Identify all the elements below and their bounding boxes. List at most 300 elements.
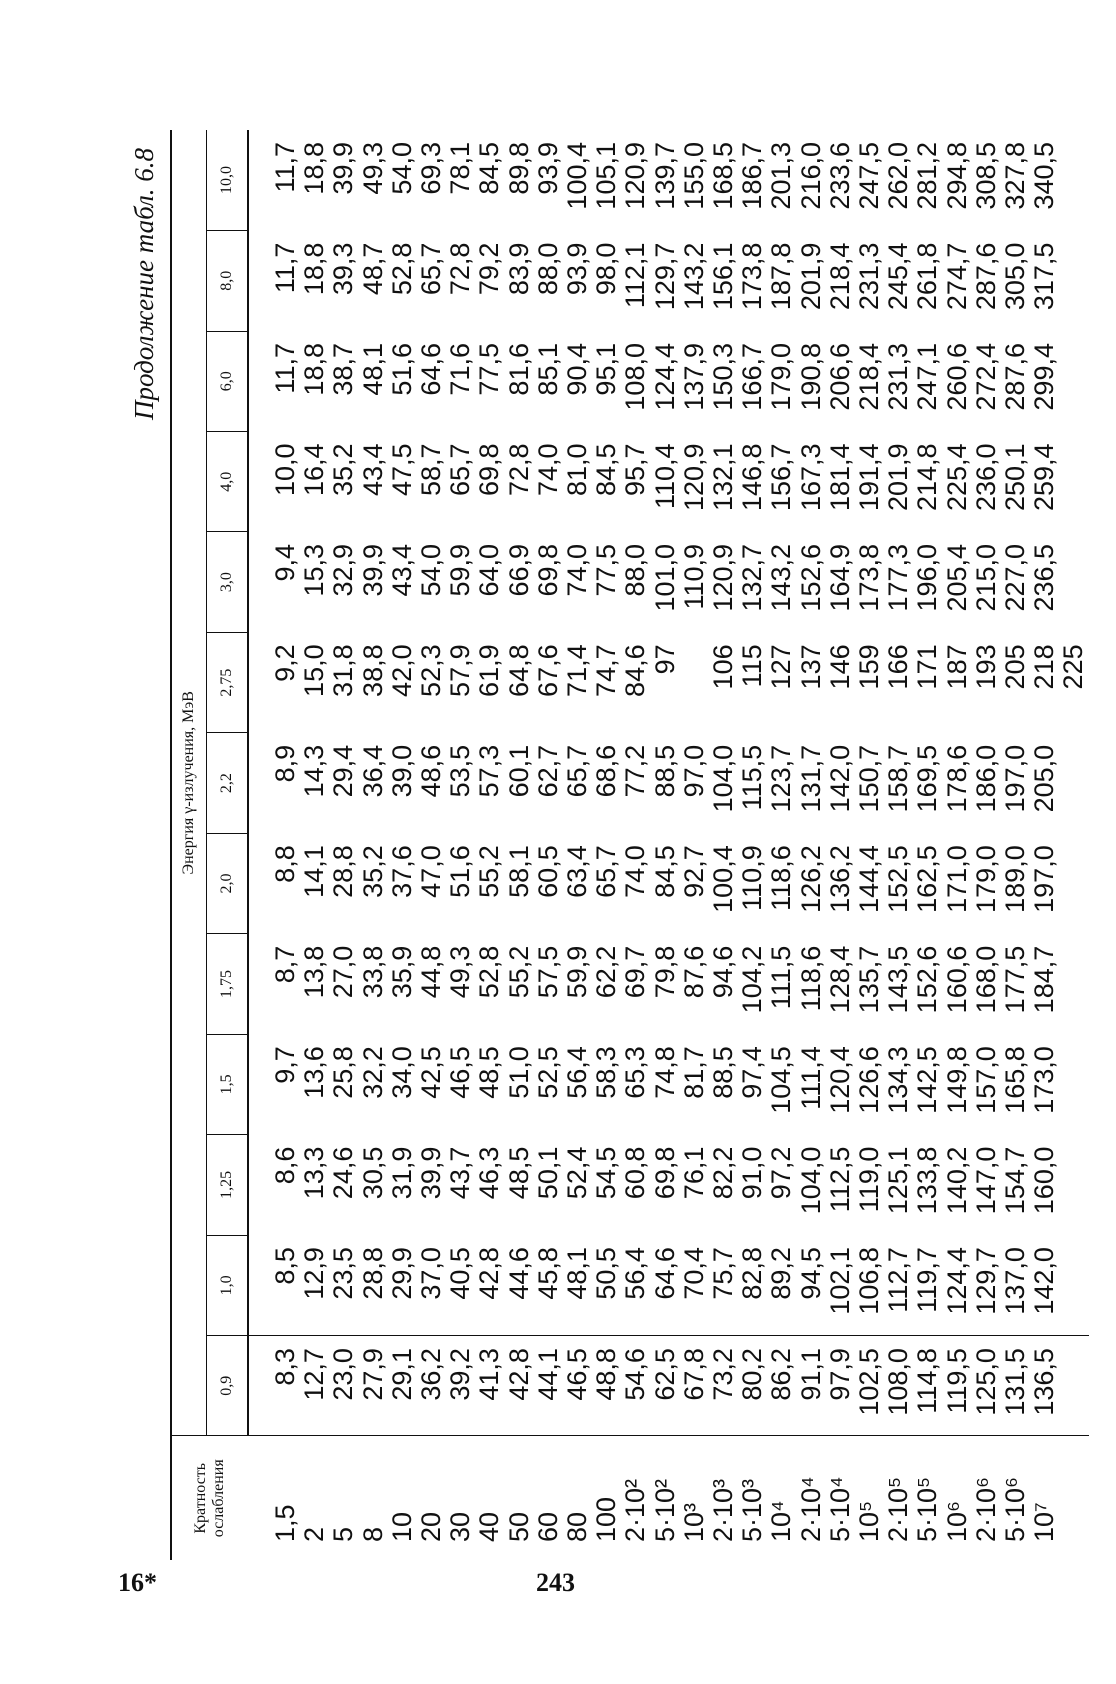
value-cell: 136,5 xyxy=(1030,1336,1059,1436)
value-cell: 8,5 xyxy=(270,1247,300,1285)
value-cell: 184,7 xyxy=(1029,945,1060,1014)
value-cell: 127 xyxy=(766,644,797,690)
value-cell: 171,0 xyxy=(941,845,972,913)
value-cell xyxy=(1059,532,1088,632)
value-cell: 164,9 xyxy=(824,543,855,612)
value-cell: 247,1 xyxy=(912,343,943,411)
value-cell: 187 xyxy=(941,644,972,690)
value-cell xyxy=(1059,1034,1088,1134)
value-cell: 48,5 xyxy=(474,1046,505,1099)
value-cell: 92,7 xyxy=(678,845,709,898)
value-cell: 227,0 xyxy=(1000,543,1031,612)
value-cell: 97,2 xyxy=(766,1146,797,1200)
value-cell: 77,5 xyxy=(591,543,622,597)
energy-group-header: Энергия γ-излучения, МэВ xyxy=(171,130,207,1436)
value-cell: 287,6 xyxy=(1000,343,1031,411)
value-cell: 24,6 xyxy=(328,1146,359,1200)
ratio-column-header: Кратность ослабления xyxy=(171,1436,248,1560)
value-cell: 72,8 xyxy=(445,242,476,296)
value-cell: 123,7 xyxy=(766,744,797,813)
value-cell: 15,3 xyxy=(299,543,330,597)
value-cell: 191,4 xyxy=(854,443,885,512)
value-cell: 45,8 xyxy=(532,1247,563,1300)
value-cell: 262,0 xyxy=(883,142,914,210)
value-cell: 89,2 xyxy=(766,1247,797,1300)
value-cell xyxy=(1059,934,1088,1034)
value-cell: 143,2 xyxy=(766,543,797,612)
value-cell: 8,7 xyxy=(270,945,300,984)
value-cell: 197,0 xyxy=(1029,845,1060,913)
value-cell: 154,7 xyxy=(1000,1146,1031,1215)
value-cell: 247,5 xyxy=(854,142,885,210)
value-cell: 39,9 xyxy=(328,142,359,195)
value-cell: 84,5 xyxy=(591,443,622,497)
table-row xyxy=(1059,130,1088,1560)
table-row xyxy=(446,130,475,1560)
ratio-cell: 8 xyxy=(359,1436,388,1560)
value-cell: 177,3 xyxy=(883,543,914,612)
value-cell xyxy=(680,632,709,732)
value-cell: 48,5 xyxy=(503,1146,534,1200)
value-cell: 55,2 xyxy=(474,845,505,898)
value-cell xyxy=(1059,331,1088,431)
table-row xyxy=(329,130,358,1560)
value-cell: 51,6 xyxy=(386,343,417,396)
value-cell: 274,7 xyxy=(941,242,972,311)
value-cell: 84,5 xyxy=(474,142,505,195)
ratio-cell: 10⁷ xyxy=(1030,1436,1059,1560)
value-cell: 9,4 xyxy=(270,543,300,582)
value-cell: 65,7 xyxy=(591,845,622,898)
value-cell: 97,4 xyxy=(737,1046,768,1099)
table-row xyxy=(913,130,942,1560)
value-cell: 48,1 xyxy=(357,343,388,396)
value-cell: 173,8 xyxy=(854,543,885,612)
value-cell: 98,0 xyxy=(591,242,622,296)
energy-column-header: 1,5 xyxy=(207,1034,249,1134)
energy-column-header: 4,0 xyxy=(207,431,249,531)
value-cell: 69,7 xyxy=(620,945,651,999)
value-cell: 59,9 xyxy=(445,543,476,597)
value-cell: 168,0 xyxy=(970,945,1001,1014)
attenuation-table xyxy=(170,130,1089,1560)
ratio-cell: 2·10⁶ xyxy=(972,1436,1001,1560)
value-cell: 10,0 xyxy=(270,443,300,497)
value-cell: 13,3 xyxy=(299,1146,330,1200)
value-cell: 173,0 xyxy=(1029,1046,1060,1114)
value-cell: 272,4 xyxy=(970,343,1001,411)
value-cell: 178,6 xyxy=(941,744,972,813)
value-cell: 106 xyxy=(708,644,739,690)
value-cell: 54,0 xyxy=(386,142,417,195)
value-cell: 137,0 xyxy=(1000,1247,1031,1315)
value-cell: 100,4 xyxy=(562,142,593,210)
value-cell: 39,0 xyxy=(386,744,417,798)
value-cell xyxy=(1059,431,1088,531)
value-cell: 31,8 xyxy=(328,644,359,697)
value-cell: 54,5 xyxy=(591,1146,622,1200)
value-cell: 152,5 xyxy=(883,845,914,913)
ratio-cell: 30 xyxy=(446,1436,475,1560)
value-cell: 51,6 xyxy=(445,845,476,898)
value-cell: 69,8 xyxy=(532,543,563,597)
value-cell: 27,0 xyxy=(328,945,359,999)
energy-header-row xyxy=(207,130,249,1560)
value-cell: 82,8 xyxy=(737,1247,768,1300)
value-cell: 150,7 xyxy=(854,744,885,813)
value-cell: 74,0 xyxy=(562,543,593,597)
value-cell: 102,1 xyxy=(824,1247,855,1315)
value-cell: 8,6 xyxy=(270,1146,300,1185)
value-cell: 33,8 xyxy=(357,945,388,999)
value-cell: 71,6 xyxy=(445,343,476,396)
value-cell: 119,0 xyxy=(854,1146,885,1213)
value-cell: 32,2 xyxy=(357,1046,388,1099)
value-cell: 38,8 xyxy=(357,644,388,697)
value-cell: 91,1 xyxy=(797,1336,826,1436)
value-cell: 187,8 xyxy=(766,242,797,311)
value-cell: 104,0 xyxy=(795,1146,826,1215)
value-cell: 193 xyxy=(970,644,1001,690)
value-cell: 39,2 xyxy=(446,1336,475,1436)
ratio-cell: 5·10⁵ xyxy=(913,1436,942,1560)
table-row xyxy=(505,130,534,1560)
value-cell: 93,9 xyxy=(562,242,593,296)
value-cell: 162,5 xyxy=(912,845,943,913)
value-cell: 190,8 xyxy=(795,343,826,411)
ratio-cell: 10 xyxy=(388,1436,417,1560)
value-cell: 118,6 xyxy=(766,845,797,911)
energy-column-header: 3,0 xyxy=(207,532,249,632)
value-cell: 245,4 xyxy=(883,242,914,311)
ratio-cell: 10⁶ xyxy=(943,1436,972,1560)
value-cell: 39,9 xyxy=(357,543,388,597)
value-cell: 131,7 xyxy=(795,744,826,813)
value-cell: 11,7 xyxy=(270,142,300,193)
value-cell: 77,2 xyxy=(620,744,651,798)
table-row xyxy=(651,130,680,1560)
value-cell: 216,0 xyxy=(795,142,826,210)
ratio-cell xyxy=(1059,1436,1088,1560)
energy-column-header: 2,75 xyxy=(207,632,249,732)
value-cell: 111,5 xyxy=(766,945,797,1010)
value-cell: 37,6 xyxy=(386,845,417,898)
value-cell: 62,2 xyxy=(591,945,622,999)
value-cell: 166 xyxy=(883,644,914,690)
value-cell: 44,6 xyxy=(503,1247,534,1300)
ratio-cell: 1,5 xyxy=(248,1436,300,1560)
value-cell: 137 xyxy=(795,644,826,690)
table-row xyxy=(709,130,738,1560)
value-cell: 201,9 xyxy=(883,443,914,512)
value-cell: 63,4 xyxy=(562,845,593,898)
value-cell: 69,8 xyxy=(474,443,505,497)
value-cell: 104,2 xyxy=(737,945,768,1014)
value-cell: 36,2 xyxy=(417,1336,446,1436)
value-cell: 42,8 xyxy=(474,1247,505,1300)
value-cell: 12,7 xyxy=(300,1336,329,1436)
energy-column-header: 10,0 xyxy=(207,130,249,231)
value-cell: 129,7 xyxy=(649,242,680,311)
value-cell: 157,0 xyxy=(970,1046,1001,1114)
value-cell: 49,3 xyxy=(445,945,476,999)
value-cell: 14,1 xyxy=(299,845,330,898)
table-row xyxy=(563,130,592,1560)
page-number: 243 xyxy=(536,1568,575,1597)
value-cell: 124,4 xyxy=(649,343,680,411)
value-cell: 149,8 xyxy=(941,1046,972,1114)
value-cell: 179,0 xyxy=(766,343,797,411)
value-cell: 60,8 xyxy=(620,1146,651,1200)
value-cell: 140,2 xyxy=(941,1146,972,1215)
value-cell: 52,4 xyxy=(562,1146,593,1200)
value-cell: 71,4 xyxy=(562,644,593,697)
value-cell: 68,6 xyxy=(591,744,622,798)
value-cell: 225,4 xyxy=(941,443,972,512)
value-cell: 18,8 xyxy=(299,242,330,296)
value-cell: 81,7 xyxy=(678,1046,709,1099)
value-cell: 84,6 xyxy=(620,644,651,697)
value-cell: 112,5 xyxy=(824,1146,855,1213)
value-cell: 205 xyxy=(1000,644,1031,690)
value-cell: 52,3 xyxy=(416,644,447,697)
value-cell: 142,5 xyxy=(912,1046,943,1114)
value-cell: 134,3 xyxy=(883,1046,914,1114)
value-cell: 43,4 xyxy=(386,543,417,597)
value-cell: 126,2 xyxy=(795,845,826,913)
value-cell: 259,4 xyxy=(1029,443,1060,512)
value-cell: 40,5 xyxy=(445,1247,476,1300)
value-cell: 61,9 xyxy=(474,644,505,697)
value-cell: 62,5 xyxy=(651,1336,680,1436)
value-cell: 189,0 xyxy=(1000,845,1031,913)
value-cell: 48,7 xyxy=(357,242,388,296)
value-cell: 62,7 xyxy=(532,744,563,798)
value-cell: 50,5 xyxy=(591,1247,622,1300)
value-cell: 51,0 xyxy=(503,1046,534,1099)
value-cell: 8,9 xyxy=(270,744,300,783)
value-cell: 281,2 xyxy=(912,142,943,210)
value-cell: 74,0 xyxy=(532,443,563,497)
value-cell xyxy=(1059,1235,1088,1335)
value-cell: 124,4 xyxy=(941,1247,972,1315)
value-cell: 16,4 xyxy=(299,443,330,497)
value-cell: 218,4 xyxy=(854,343,885,411)
energy-column-header: 1,0 xyxy=(207,1235,249,1335)
value-cell: 53,5 xyxy=(445,744,476,798)
value-cell: 305,0 xyxy=(1000,242,1031,311)
value-cell: 126,6 xyxy=(854,1046,885,1114)
value-cell: 81,6 xyxy=(503,343,534,396)
value-cell: 9,2 xyxy=(270,644,300,682)
value-cell: 31,9 xyxy=(386,1146,417,1200)
value-cell: 88,5 xyxy=(708,1046,739,1099)
value-cell: 299,4 xyxy=(1029,343,1060,411)
value-cell xyxy=(1059,733,1088,833)
ratio-cell: 50 xyxy=(505,1436,534,1560)
value-cell: 110,4 xyxy=(649,443,680,510)
value-cell: 8,8 xyxy=(270,845,300,883)
value-cell: 86,2 xyxy=(767,1336,796,1436)
value-cell: 65,7 xyxy=(416,242,447,296)
ratio-cell: 2·10⁴ xyxy=(797,1436,826,1560)
value-cell: 41,3 xyxy=(475,1336,504,1436)
value-cell: 179,0 xyxy=(970,845,1001,913)
value-cell: 69,8 xyxy=(649,1146,680,1200)
value-cell: 250,1 xyxy=(1000,443,1031,512)
value-cell: 260,6 xyxy=(941,343,972,411)
value-cell: 83,9 xyxy=(503,242,534,296)
value-cell: 136,2 xyxy=(824,845,855,913)
ratio-cell: 5·10² xyxy=(651,1436,680,1560)
value-cell: 104,0 xyxy=(708,744,739,813)
table-row xyxy=(359,130,388,1560)
value-cell: 69,3 xyxy=(416,142,447,195)
value-cell: 80,2 xyxy=(738,1336,767,1436)
value-cell: 18,8 xyxy=(299,142,330,195)
value-cell: 56,4 xyxy=(562,1046,593,1099)
value-cell: 84,5 xyxy=(649,845,680,898)
value-cell: 218,4 xyxy=(824,242,855,311)
value-cell: 115,5 xyxy=(737,744,768,811)
value-cell: 125,0 xyxy=(972,1336,1001,1436)
value-cell: 66,9 xyxy=(503,543,534,597)
ratio-cell: 2 xyxy=(300,1436,329,1560)
value-cell: 32,9 xyxy=(328,543,359,597)
energy-column-header: 2,0 xyxy=(207,833,249,933)
value-cell: 112,7 xyxy=(883,1247,914,1313)
value-cell: 15,0 xyxy=(299,644,330,697)
table-row xyxy=(388,130,417,1560)
value-cell: 46,5 xyxy=(563,1336,592,1436)
value-cell: 114,8 xyxy=(913,1336,942,1436)
value-cell: 152,6 xyxy=(912,945,943,1014)
value-cell: 120,4 xyxy=(824,1046,855,1114)
value-cell: 58,7 xyxy=(416,443,447,497)
value-cell: 42,0 xyxy=(386,644,417,697)
value-cell: 30,5 xyxy=(357,1146,388,1200)
value-cell: 74,0 xyxy=(620,845,651,898)
value-cell: 143,2 xyxy=(678,242,709,311)
value-cell: 125,1 xyxy=(883,1146,914,1215)
value-cell: 155,0 xyxy=(678,142,709,210)
value-cell: 65,7 xyxy=(445,443,476,497)
value-cell: 91,0 xyxy=(737,1146,768,1200)
value-cell xyxy=(1059,833,1088,933)
value-cell: 146 xyxy=(824,644,855,690)
value-cell: 70,4 xyxy=(678,1247,709,1300)
value-cell: 340,5 xyxy=(1029,142,1060,210)
value-cell: 112,1 xyxy=(620,242,651,309)
table-row xyxy=(826,130,855,1560)
energy-column-header: 1,75 xyxy=(207,934,249,1034)
value-cell: 42,8 xyxy=(505,1336,534,1436)
value-cell: 214,8 xyxy=(912,443,943,512)
value-cell: 47,5 xyxy=(386,443,417,497)
value-cell: 93,9 xyxy=(532,142,563,195)
ratio-cell: 40 xyxy=(475,1436,504,1560)
table-row xyxy=(475,130,504,1560)
value-cell: 231,3 xyxy=(854,242,885,311)
value-cell: 42,5 xyxy=(416,1046,447,1099)
value-cell: 50,1 xyxy=(532,1146,563,1200)
value-cell xyxy=(1059,231,1088,331)
value-cell: 201,9 xyxy=(795,242,826,311)
signature-mark: 16* xyxy=(118,1568,157,1597)
energy-column-header: 8,0 xyxy=(207,231,249,331)
value-cell: 58,3 xyxy=(591,1046,622,1099)
value-cell: 88,0 xyxy=(532,242,563,296)
value-cell: 120,9 xyxy=(708,543,739,612)
value-cell: 46,3 xyxy=(474,1146,505,1200)
value-cell: 11,7 xyxy=(270,343,300,394)
ratio-cell: 2·10² xyxy=(621,1436,650,1560)
value-cell: 104,5 xyxy=(766,1046,797,1114)
value-cell: 201,3 xyxy=(766,142,797,210)
value-cell: 36,4 xyxy=(357,744,388,798)
value-cell: 160,0 xyxy=(1029,1146,1060,1215)
value-cell: 95,7 xyxy=(620,443,651,497)
value-cell: 111,4 xyxy=(795,1046,826,1110)
value-cell: 39,9 xyxy=(416,1146,447,1200)
value-cell: 37,0 xyxy=(416,1247,447,1300)
value-cell: 152,6 xyxy=(795,543,826,612)
value-cell: 56,4 xyxy=(620,1247,651,1300)
value-cell: 181,4 xyxy=(824,443,855,512)
value-cell: 287,6 xyxy=(970,242,1001,311)
value-cell: 156,1 xyxy=(708,242,739,311)
value-cell: 261,8 xyxy=(912,242,943,311)
ratio-cell: 5·10⁶ xyxy=(1001,1436,1030,1560)
value-cell: 57,9 xyxy=(445,644,476,697)
ratio-cell: 60 xyxy=(534,1436,563,1560)
value-cell: 97,0 xyxy=(678,744,709,798)
value-cell: 67,6 xyxy=(532,644,563,697)
value-cell: 108,0 xyxy=(884,1336,913,1436)
value-cell: 150,3 xyxy=(708,343,739,411)
value-cell: 173,8 xyxy=(737,242,768,311)
value-cell: 47,0 xyxy=(416,845,447,898)
value-cell: 74,7 xyxy=(591,644,622,697)
value-cell: 115 xyxy=(737,644,768,688)
value-cell: 23,0 xyxy=(329,1336,358,1436)
value-cell: 119,5 xyxy=(943,1336,972,1436)
value-cell: 82,2 xyxy=(708,1146,739,1200)
value-cell: 206,6 xyxy=(824,343,855,411)
value-cell: 35,2 xyxy=(357,845,388,898)
value-cell: 76,1 xyxy=(678,1146,709,1200)
value-cell: 59,9 xyxy=(562,945,593,999)
value-cell: 65,3 xyxy=(620,1046,651,1099)
rotated-page-content xyxy=(120,130,1089,1560)
value-cell: 35,2 xyxy=(328,443,359,497)
value-cell: 159 xyxy=(854,644,885,690)
value-cell: 43,7 xyxy=(445,1146,476,1200)
table-row xyxy=(1030,130,1059,1560)
value-cell: 147,0 xyxy=(970,1146,1001,1215)
value-cell: 100,4 xyxy=(708,845,739,913)
value-cell: 75,7 xyxy=(708,1247,739,1300)
table-row xyxy=(534,130,563,1560)
value-cell: 110,9 xyxy=(678,543,709,610)
value-cell xyxy=(1059,1135,1088,1235)
value-cell: 236,5 xyxy=(1029,543,1060,612)
table-row xyxy=(300,130,329,1560)
value-cell: 48,8 xyxy=(592,1336,621,1436)
value-cell: 225 xyxy=(1058,644,1089,690)
value-cell: 137,9 xyxy=(678,343,709,411)
value-cell: 105,1 xyxy=(591,142,622,210)
